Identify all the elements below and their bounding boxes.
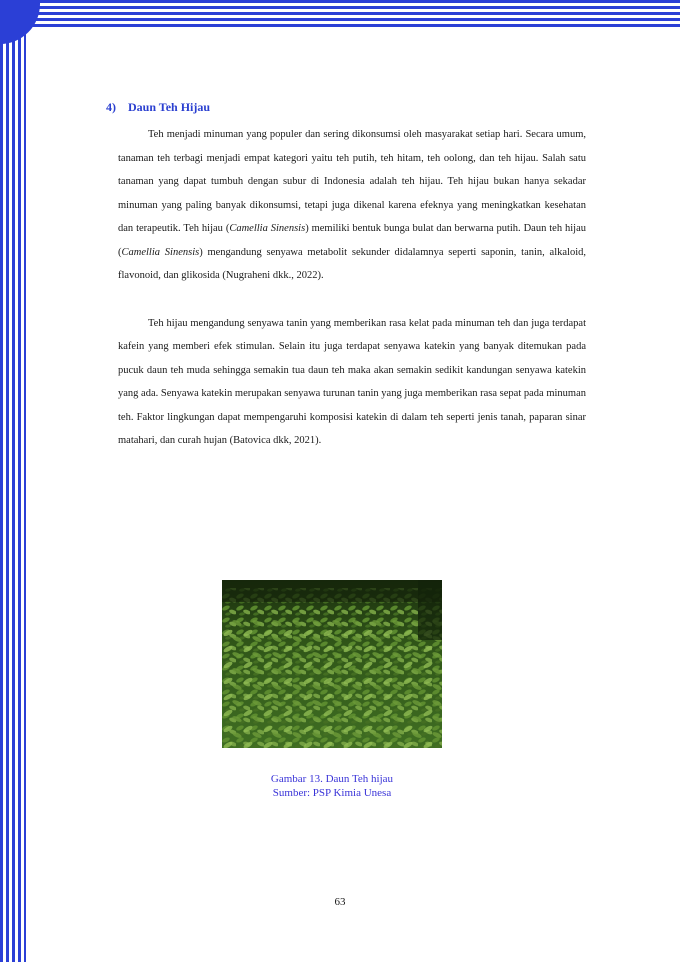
page-border-top — [0, 0, 680, 28]
page-number: 63 — [334, 896, 346, 908]
section-heading — [106, 100, 592, 115]
section-number: 4) — [106, 100, 116, 114]
section-title: Daun Teh Hijau — [128, 100, 211, 114]
tea-plantation-image — [222, 580, 442, 748]
figure-caption — [222, 772, 442, 800]
paragraph-text: ) mengandung senyawa metabolit sekunder didalamnya seperti saponin, tanin, alkaloid, flavonoid, dan glikosida (Nugraheni dkk., 2022). — [118, 246, 586, 281]
paragraph-tea-overview — [118, 123, 586, 288]
species-name: Camellia Sinensis — [229, 223, 306, 234]
caption-title: Gambar 13. Daun Teh hijau — [270, 773, 394, 785]
caption-source: Sumber: PSP Kimia Unesa — [272, 787, 392, 799]
species-name: Camellia Sinensis — [121, 246, 200, 258]
page-border-left — [0, 0, 26, 962]
page-content — [106, 100, 592, 453]
page-corner-ornament — [0, 0, 40, 44]
paragraph-tannin-catechin: Teh hijau mengandung senyawa tanin yang memberikan rasa kelat pada minuman teh dan juga terdapat kafein yang memberi efek stimulan. Selain itu juga terdapat senyawa katekin yang banyak ditemukan pada pucuk daun teh muda sehingga semakin tua daun teh maka akan semakin sedikit kandungan senyawa katekin yang ada. Senyawa katekin merupakan senyawa turunan tanin yang juga memberikan rasa sepat pada minuman teh. Faktor lingkungan dapat mempengaruhi komposisi katekin di dalam teh seperti jenis tanah, paparan sinar matahari, dan curah hujan (Batovica dkk, 2021). — [118, 317, 586, 446]
paragraph-text: Teh menjadi minuman yang populer dan sering dikonsumsi oleh masyarakat setiap hari. Secara umum, tanaman teh terbagi menjadi empat kategori yaitu teh putih, teh hitam, teh oolong, dan teh hijau. Salah satu tanaman yang dapat tumbuh dengan subur di Indonesia adalah teh hijau. Teh hijau bukan hanya sekadar minuman yang paling banyak dikonsumsi, tetapi juga dikenal karena efeknya yang meningkatkan kesehatan dan terapeutik. Teh hijau ( — [118, 129, 586, 234]
green-tea-leaves-photo — [222, 580, 442, 748]
paragraph-spacer — [106, 288, 592, 312]
paragraph-text: ) memiliki bentuk bunga bulat dan berwarna putih. Daun teh hijau ( — [118, 223, 587, 258]
